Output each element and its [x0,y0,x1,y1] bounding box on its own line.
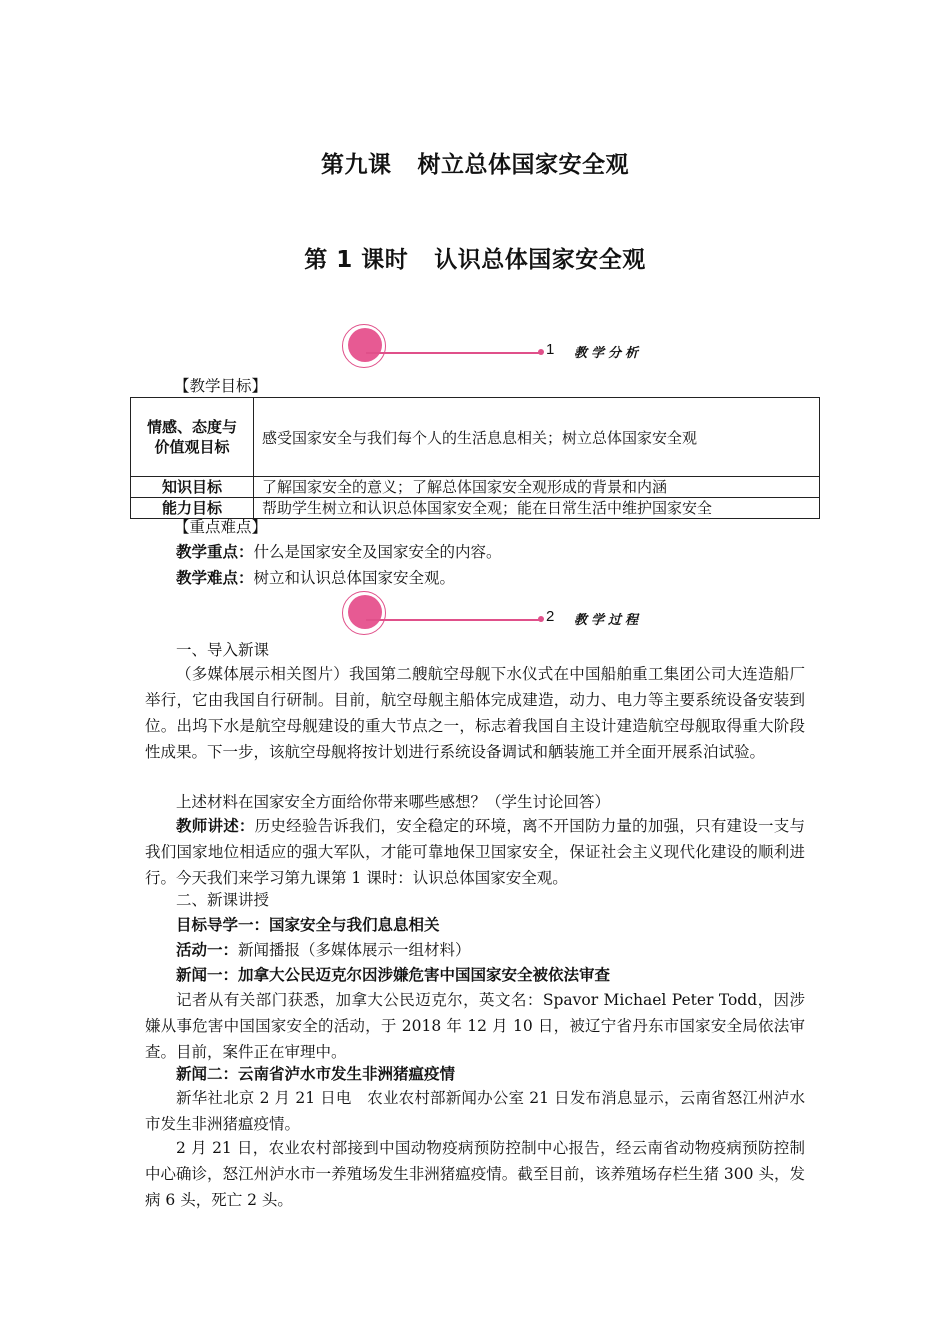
section-dot-icon [348,328,382,362]
section-number: 2 [546,608,555,625]
objective-value: 感受国家安全与我们每个人的生活息息相关；树立总体国家安全观 [254,398,820,477]
section-label: 教学过程 [574,613,643,628]
teaching-focus [176,540,502,564]
section-divider-line [366,619,540,621]
teacher-label: 教师讲述： [176,817,255,835]
teacher-paragraph [145,813,805,891]
section-header-process [338,589,658,639]
teaching-difficulty-text: 树立和认识总体国家安全观。 [253,569,456,587]
activity-one [176,938,471,962]
news-two-title: 新闻二：云南省泸水市发生非洲猪瘟疫情 [176,1065,456,1083]
news-one-paragraph: 记者从有关部门获悉，加拿大公民迈克尔，英文名：Spavor Michael Peter Todd，因涉嫌从事危害中国国家安全的活动，于 2018 年 12 月 10 日，被辽宁省丹东市国家安全局依法审查。目前，案件正在审理中。 [145,991,805,1061]
section-divider-line [366,352,540,354]
teaching-difficulty [176,566,455,590]
news-two-paragraph-2: 2 月 21 日，农业农村部接到中国动物疫病预防控制中心报告，经云南省动物疫病预防控制中心确诊，怒江州泸水市一养殖场发生非洲猪瘟疫情。截至目前，该养殖场存栏生猪 300 头，发病 6 头，死亡 2 头。 [145,1139,805,1209]
section-dot-icon [348,595,382,629]
objective-key-line: 情感、态度与 [146,418,237,436]
period-topic: 认识总体国家安全观 [434,247,646,273]
teacher-text: 历史经验告诉我们，安全稳定的环境，离不开国防力量的加强，只有建设一支与我们国家地位相适应的强大军队，才能可靠地保卫国家安全，保证社会主义现代化建设的顺利进行。今天我们来学习第九课第 1 课时：认识总体国家安全观。 [145,817,805,887]
part-one-heading: 一、导入新课 [176,641,270,659]
section-label: 教学分析 [574,346,643,361]
lesson-topic: 树立总体国家安全观 [417,152,629,178]
discussion-question: 上述材料在国家安全方面给你带来哪些感想？（学生讨论回答） [176,793,611,811]
lesson-number: 第九课 [321,152,392,178]
news-one-title: 新闻一：加拿大公民迈克尔因涉嫌危害中国国家安全被依法审查 [176,966,611,984]
section-line-end-icon [538,349,544,355]
objectives-table [130,397,820,519]
teaching-focus-text: 什么是国家安全及国家安全的内容。 [253,543,502,561]
table-row [131,477,820,498]
period-number: 第 1 课时 [304,247,409,273]
objective-value: 帮助学生树立和认识总体国家安全观；能在日常生活中维护国家安全 [254,498,820,519]
key-points-heading: 【重点难点】 [174,518,268,536]
teaching-difficulty-label: 教学难点： [176,569,254,587]
goal-one-heading: 目标导学一：国家安全与我们息息相关 [176,916,440,934]
objective-key-line: 价值观目标 [154,438,230,456]
intro-paragraph: （多媒体展示相关图片）我国第二艘航空母舰下水仪式在中国船舶重工集团公司大连造船厂举行，它由我国自行研制。目前，航空母舰主船体完成建造，动力、电力等主要系统设备安装到位。出坞下水是航空母舰建设的重大节点之一，标志着我国自主设计建造航空母舰取得重大阶段性成果。下一步，该航空母舰将按计划进行系统设备调试和舾装施工并全面开展系泊试验。 [145,665,805,761]
period-title [0,241,950,274]
lesson-title [0,146,950,179]
news-two-paragraph-1: 新华社北京 2 月 21 日电 农业农村部新闻办公室 21 日发布消息显示，云南省怒江州泸水市发生非洲猪瘟疫情。 [145,1089,805,1133]
section-header-analysis [338,322,658,372]
objective-key: 知识目标 [131,477,254,498]
activity-text: 新闻播报（多媒体展示一组材料） [238,941,471,959]
objectives-heading: 【教学目标】 [174,377,268,395]
objective-key: 能力目标 [131,498,254,519]
objective-key [131,398,254,477]
teaching-focus-label: 教学重点： [176,543,254,561]
activity-label: 活动一： [176,941,239,959]
part-two-heading: 二、新课讲授 [176,891,270,909]
table-row [131,398,820,477]
section-line-end-icon [538,616,544,622]
section-number: 1 [546,341,555,358]
objective-value: 了解国家安全的意义；了解总体国家安全观形成的背景和内涵 [254,477,820,498]
